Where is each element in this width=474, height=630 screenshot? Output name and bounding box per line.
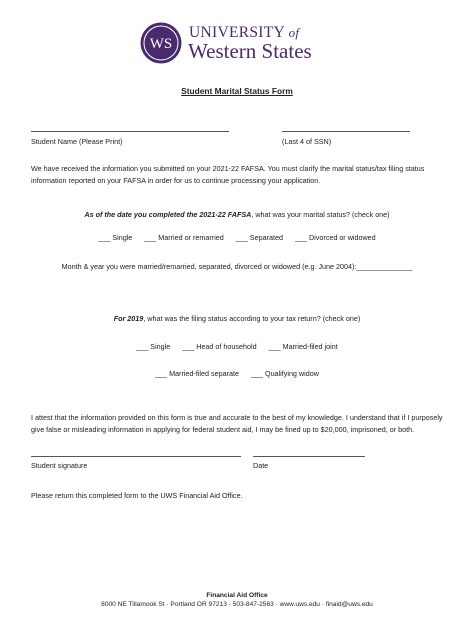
footer-address: 8000 NE Tillamook St · Portland OR 97213 · 503-847-2563 · www.uws.edu · finaid@uws.edu — [101, 601, 373, 608]
university-name-line2: Western States — [188, 39, 312, 63]
filing-status-question: For 2019, what was the filing status according to your tax return? (check one) — [113, 314, 361, 323]
filing-status-options-row1 — [0, 342, 474, 351]
filing-status-options-row2 — [0, 369, 474, 378]
signature-line[interactable] — [31, 456, 241, 457]
university-seal-logo — [140, 22, 182, 64]
intro-paragraph: We have received the information you submitted on your 2021-22 FAFSA. You must clarify the marital status/tax filing status information reported on your FAFSA in order for us to continue processing your application. — [31, 164, 425, 185]
form-title: Student Marital Status Form — [181, 86, 293, 96]
option-separated[interactable]: ___ Separated — [235, 233, 283, 242]
marital-status-options — [0, 233, 474, 242]
filing-option-single[interactable]: ___ Single — [136, 342, 171, 351]
filing-option-head-household[interactable]: ___ Head of household — [182, 342, 257, 351]
filing-option-married-joint[interactable]: ___ Married-filed joint — [268, 342, 338, 351]
return-note: Please return this completed form to the UWS Financial Aid Office. — [31, 491, 243, 500]
filing-option-married-separate[interactable]: ___ Married-filed separate — [155, 369, 239, 378]
option-married[interactable]: ___ Married or remarried — [144, 233, 224, 242]
attestation-paragraph: I attest that the information provided on this form is true and accurate to the best of my knowledge. I understand that if I purposely give false or misleading information in applying for federal student aid, I may be fined up to $20,000, imprisoned, or both. — [31, 413, 443, 434]
option-single[interactable]: ___ Single — [98, 233, 133, 242]
signature-label: Student signature — [31, 461, 88, 470]
university-name-line1: UNIVERSITY of — [189, 24, 300, 41]
ssn-label: (Last 4 of SSN) — [282, 137, 332, 146]
student-name-label: Student Name (Please Print) — [31, 137, 123, 146]
date-line[interactable] — [253, 456, 365, 457]
marital-status-question: As of the date you completed the 2021-22 FAFSA, what was your marital status? (check one) — [84, 210, 390, 219]
student-name-line[interactable] — [31, 131, 229, 132]
seal-letters: WS — [149, 36, 173, 52]
ssn-line[interactable] — [282, 131, 410, 132]
filing-option-qualifying-widow[interactable]: ___ Qualifying widow — [250, 369, 319, 378]
month-year-field[interactable]: Month & year you were married/remarried, separated, divorced or widowed (e.g. June 2004):______________ — [61, 262, 413, 271]
footer-office-name: Financial Aid Office — [206, 592, 268, 599]
date-label: Date — [253, 461, 269, 470]
option-divorced-widowed[interactable]: ___ Divorced or widowed — [294, 233, 376, 242]
